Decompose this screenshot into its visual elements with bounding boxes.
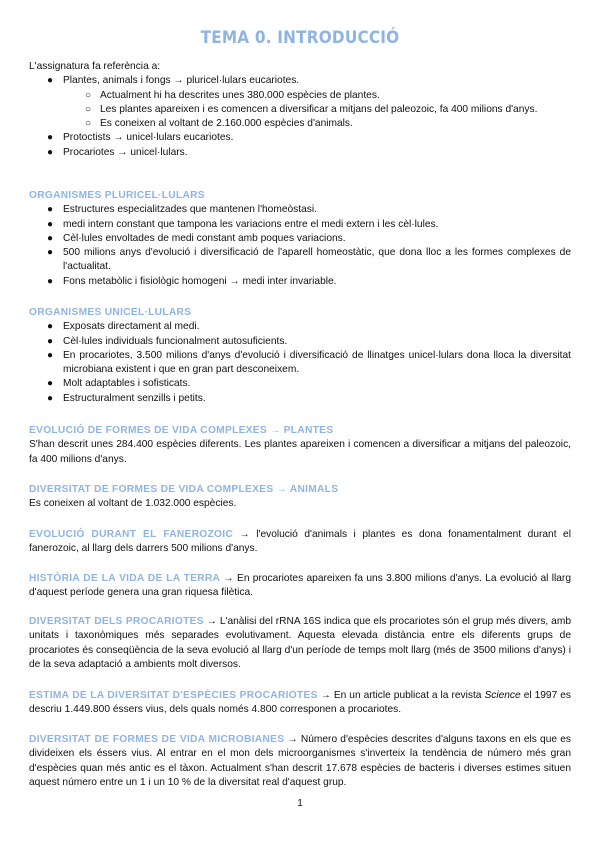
list-item: ● Estructures especialitzades que mantenen l'homeòstasi. (29, 203, 571, 217)
unicellular-section (29, 306, 571, 406)
bullet-icon: ● (47, 132, 54, 144)
bullet-icon: ● (47, 349, 54, 361)
bullet-icon: ● (47, 146, 54, 158)
bullet-icon: ● (47, 321, 54, 333)
list-item: ● En procariotes, 3.500 milions d'anys d'evolució i diversificació de llinatges unicel·lulars dona lloca la diversitat microbiana existent i que en gran part desconeixem. (47, 349, 571, 376)
list-item: ○ Les plantes apareixen i es comencen a diversificar a mitjans del paleozoic, fa 400 milions d'anys. (29, 103, 571, 117)
circle-bullet-icon: ○ (85, 103, 92, 115)
list-item: ● Estructuralment senzills i petits. (29, 392, 571, 406)
bullet-icon: ● (47, 232, 54, 244)
list-item: ● Cèl·lules envoltades de medi constant amb poques variacions. (29, 232, 571, 246)
bullet-icon: ● (47, 247, 54, 259)
prokaryote-estimate-section (29, 689, 571, 718)
list-item: ○ Es coneixen al voltant de 2.160.000 espècies d'animals. (29, 117, 571, 131)
intro-list (29, 74, 571, 160)
list-item: ● Procariotes → unicel·lulars. (29, 146, 571, 160)
section-heading: DIVERSITAT DELS PROCARIOTES (29, 616, 204, 627)
section-heading: HISTÒRIA DE LA VIDA DE LA TERRA (29, 573, 221, 584)
list-item: ● Molt adaptables i sofisticats. (29, 377, 571, 391)
bullet-icon: ● (47, 218, 54, 230)
page-number: 1 (297, 798, 303, 809)
section-heading: EVOLUCIÓ DE FORMES DE VIDA COMPLEXES → PLANTES (29, 425, 334, 436)
phanerozoic-section (29, 528, 571, 557)
section-text: → l'evolució d'animals i plantes es dona fonamentalment durant el fanerozoic, al llarg dels darrers 500 milions d'anys. (29, 529, 571, 555)
bullet-icon: ● (47, 204, 54, 216)
section-text: → Número d'espècies descrites d'alguns taxons en els que es divideixen els éssers vius. Al entrar en el mon dels microorganismes s'inverteix la tendència de número més gran d'espècies quan més antic es el tàxon. Actualment s'han descrit 17.678 espècies de bacteris i diverses estimes situen aquest número entre un 1 i un 10 % de la diversitat real d'aquest grup. (29, 734, 571, 788)
list-item: ● Exposats directament al medi. (29, 320, 571, 334)
list-item: ● Cèl·lules individuals funcionalment autosuficients. (29, 335, 571, 349)
list-item: ● 500 milions anys d'evolució i diversificació de l'aparell homeostàtic, que dona lloc a les formes complexes de l'actualitat. (47, 247, 571, 273)
circle-bullet-icon: ○ (85, 89, 92, 101)
section-text: → L'anàlisi del rRNA 16S indica que els procariotes són el grup més divers, amb unitats i taxonòmiques més separades evolutivament. Aquesta elevada distància entre els diferents grups de procariotes és conseqüència de la seva evolució al llarg d'un període de temps molt llarg (més de 3500 milions d'anys) i de la seva adaptació a ambients molt diversos. (29, 616, 571, 670)
section-heading: ORGANISMES UNICEL·LULARS (29, 307, 192, 318)
section-text: → En procariotes apareixen fa uns 3.800 milions d'anys. La evolució al llarg d'aquest període genera una gran riquesa filètica. (29, 573, 571, 599)
bullet-icon: ● (47, 275, 54, 287)
section-heading: DIVERSITAT DE FORMES DE VIDA MICROBIANES (29, 734, 285, 745)
prokaryote-diversity-section (29, 615, 571, 672)
section-heading: EVOLUCIÓ DURANT EL FANEROZOIC (29, 529, 234, 540)
journal-name: Science (484, 690, 521, 701)
section-heading: DIVERSITAT DE FORMES DE VIDA COMPLEXES → ANIMALS (29, 484, 339, 495)
microbial-diversity-section (29, 733, 571, 790)
section-text: S'han descrit unes 284.400 espècies diferents. Les plantes apareixen i comencen a diversificar a mitjans del paleozoic, fa 400 milions d'anys. (29, 439, 571, 465)
intro-section (29, 60, 571, 160)
list-item: ● Plantes, animals i fongs → pluricel·lulars eucariotes. (29, 74, 571, 88)
bullet-icon: ● (47, 392, 54, 404)
bullet-icon: ● (47, 335, 54, 347)
earth-history-section (29, 572, 571, 601)
unicellular-list (29, 320, 571, 406)
bullet-icon: ● (47, 378, 54, 390)
pluricellular-section (29, 189, 571, 289)
section-text: el 1997 es descriu 1.449.800 éssers vius, dels quals només 4.800 corresponen a procariotes. (29, 690, 572, 716)
list-item: ● Protoctists → unicel·lulars eucariotes. (29, 131, 571, 145)
list-item: ● medi intern constant que tampona les variacions entre el medi extern i les cèl·lules. (29, 218, 571, 232)
plants-evolution-section (29, 424, 571, 467)
animals-diversity-section (29, 483, 571, 512)
page-title: TEMA 0. INTRODUCCIÓ (200, 28, 400, 48)
pluricellular-list (29, 203, 571, 289)
section-text: Es coneixen al voltant de 1.032.000 espècies. (29, 498, 237, 510)
list-item: ● Fons metabòlic i fisiològic homogeni → medi inter invariable. (29, 275, 571, 289)
bullet-icon: ● (47, 75, 54, 87)
section-heading: ESTIMA DE LA DIVERSITAT D'ESPÈCIES PROCARIOTES (29, 690, 318, 701)
section-text: → En un article publicat a la revista (317, 690, 485, 701)
circle-bullet-icon: ○ (85, 118, 92, 130)
list-item: ○ Actualment hi ha descrites unes 380.000 espècies de plantes. (29, 89, 571, 103)
section-heading: ORGANISMES PLURICEL·LULARS (29, 190, 205, 201)
intro-lead: L'assignatura fa referència a: (29, 61, 161, 72)
